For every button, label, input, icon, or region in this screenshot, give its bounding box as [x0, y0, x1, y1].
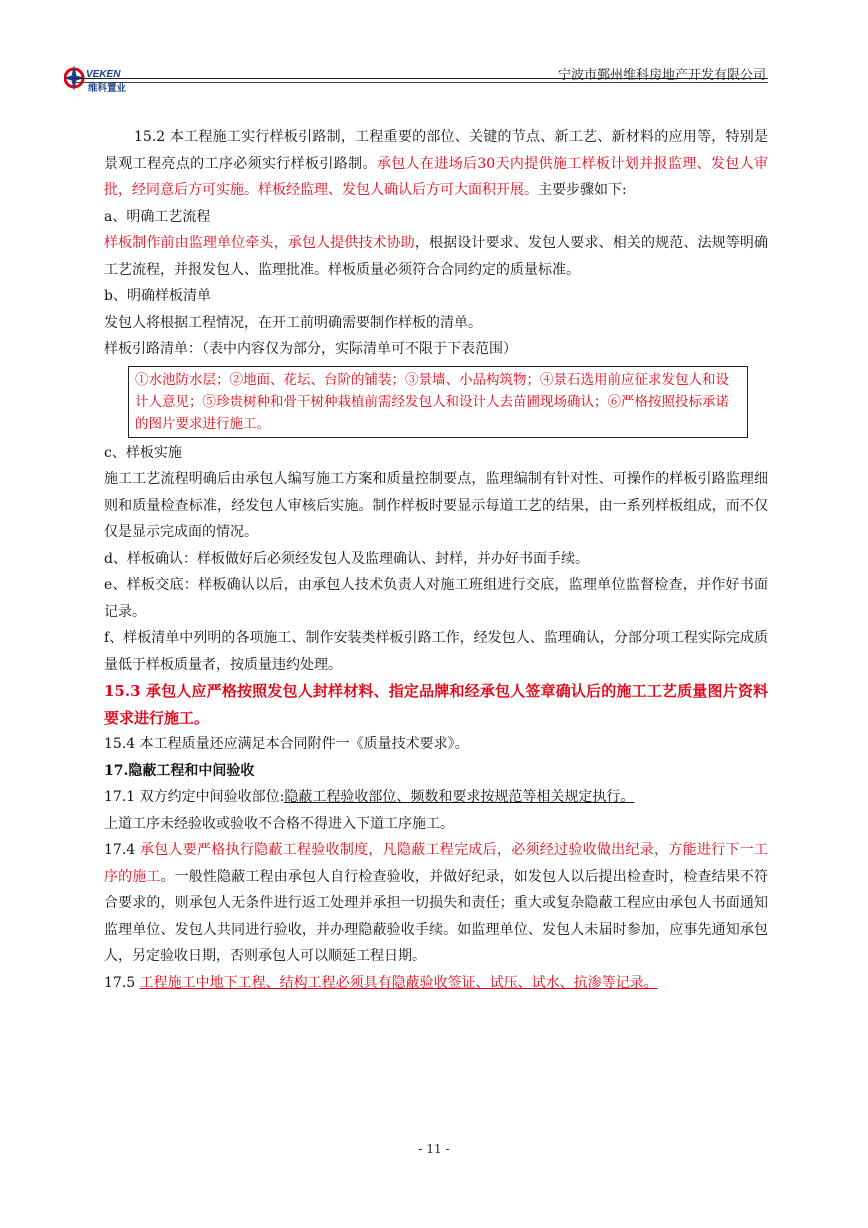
- header-rule-thin: [72, 82, 768, 83]
- page-header: [64, 56, 768, 96]
- paragraph-15-3: 15.3 承包人应严格按照发包人封样材料、指定品牌和经承包人签章确认后的施工工艺质量图片资料要求进行施工。: [104, 682, 768, 727]
- step-e-text: e、样板交底：样板确认以后，由承包人技术负责人对施工班组进行交底，监理单位监督检查，并作好书面记录。: [104, 577, 768, 620]
- step-b-text: 发包人将根据工程情况，在开工前明确需要制作样板的清单。: [104, 314, 482, 331]
- paragraph-17-1-note: 上道工序未经验收或验收不合格不得进入下道工序施工。: [104, 815, 454, 832]
- step-c-text: 施工工艺流程明确后由承包人编写施工方案和质量控制要点，监理编制有针对性、可操作的样板引路监理细则和质量检查标准，经发包人审核后实施。制作样板时要显示每道工艺的结果，由一系列样板组成，而不仅仅是显示完成面的情况。: [104, 471, 768, 540]
- paragraph-15-2: 15.2 本工程施工实行样板引路制，工程重要的部位、关键的节点、新工艺、新材料的应用等，特别是景观工程亮点的工序必须实行样板引路制。承包人在进场后30天内提供施工样板计划并报监理、发包人审批，经同意后方可实施。样板经监理、发包人确认后方可大面积开展。主要步骤如下:: [104, 129, 768, 198]
- svg-text:VEKEN: VEKEN: [86, 69, 121, 80]
- header-rule-thick: [72, 78, 768, 79]
- paragraph-17-5: 17.5 工程施工中地下工程、结构工程必须具有隐蔽验收签证、试压、试水、抗渗等记录。: [104, 974, 658, 991]
- underlined-text: 隐蔽工程验收部位、频数和要求按规范等相关规定执行。: [284, 789, 635, 805]
- paragraph-17-1: 17.1 双方约定中间验收部位:隐蔽工程验收部位、频数和要求按规范等相关规定执行。: [104, 789, 635, 805]
- step-d-text: d、样板确认：样板做好后必须经发包人及监理确认、封样，并办好书面手续。: [104, 550, 589, 567]
- paragraph-15-4: 15.4 本工程质量还应满足本合同附件一《质量技术要求》。: [104, 736, 469, 752]
- sample-list-box: ①水池防水层；②地面、花坛、台阶的铺装；③景墙、小品构筑物；④景石选用前应征求发包人和设计人意见；⑤珍贵树种和骨干树种栽植前需经发包人和设计人去苗圃现场确认；⑥严格按照投标承诺的图片要求进行施工。: [128, 366, 748, 438]
- step-a-text: 样板制作前由监理单位牵头，承包人提供技术协助，根据设计要求、发包人要求、相关的规范、法规等明确工艺流程，并报发包人、监理批准。样板质量必须符合合同约定的质量标准。: [104, 235, 769, 278]
- step-f-text: f、样板清单中列明的各项施工、制作安装类样板引路工作，经发包人、监理确认，分部分项工程实际完成质量低于样板质量者，按质量违约处理。: [104, 630, 768, 673]
- highlight-red: 承包人要严格执行隐蔽工程验收制度，凡隐蔽工程完成后，必须经过验收做出纪录，方能进行下一工序的施工: [104, 842, 768, 885]
- document-body: [104, 124, 768, 996]
- highlight-red: 承包人在进场后30天内提供施工样板计划并报监理、发包人审批，经同意后方可实施。样板经监理、发包人确认后方可大面积开展。: [104, 155, 768, 198]
- company-name: 宁波市鄞州维科房地产开发有限公司: [557, 68, 766, 83]
- section-17-heading: 17.隐蔽工程和中间验收: [104, 762, 255, 779]
- sample-list-caption: 样板引路清单：（表中内容仅为部分，实际清单可不限于下表范围）: [104, 341, 517, 357]
- page-number: - 11 -: [418, 1142, 450, 1156]
- step-b-title: b、明确样板清单: [104, 288, 211, 304]
- paragraph-17-4: 17.4 承包人要严格执行隐蔽工程验收制度，凡隐蔽工程完成后，必须经过验收做出纪录，方能进行下一工序的施工。一般性隐蔽工程由承包人自行检查验收，并做好纪录，如发包人以后提出检查时，检查结果不符合要求的，则承包人无条件进行返工处理并承担一切损失和责任；重大或复杂隐蔽工程应由承包人书面通知监理单位、发包人共同进行验收，并办理隐蔽验收手续。如监理单位、发包人未届时参加，应事先通知承包人，另定验收日期，否则承包人可以顺延工程日期。: [104, 842, 769, 964]
- step-a-title: a、明确工艺流程: [104, 208, 211, 225]
- highlight-red-underlined: 工程施工中地下工程、结构工程必须具有隐蔽验收签证、试压、试水、抗渗等记录。: [139, 974, 658, 991]
- step-c-title: c、样板实施: [104, 444, 182, 461]
- svg-text:维科置业: 维科置业: [88, 83, 127, 94]
- highlight-red: 样板制作前由监理单位牵头，承包人提供技术协助: [104, 235, 415, 251]
